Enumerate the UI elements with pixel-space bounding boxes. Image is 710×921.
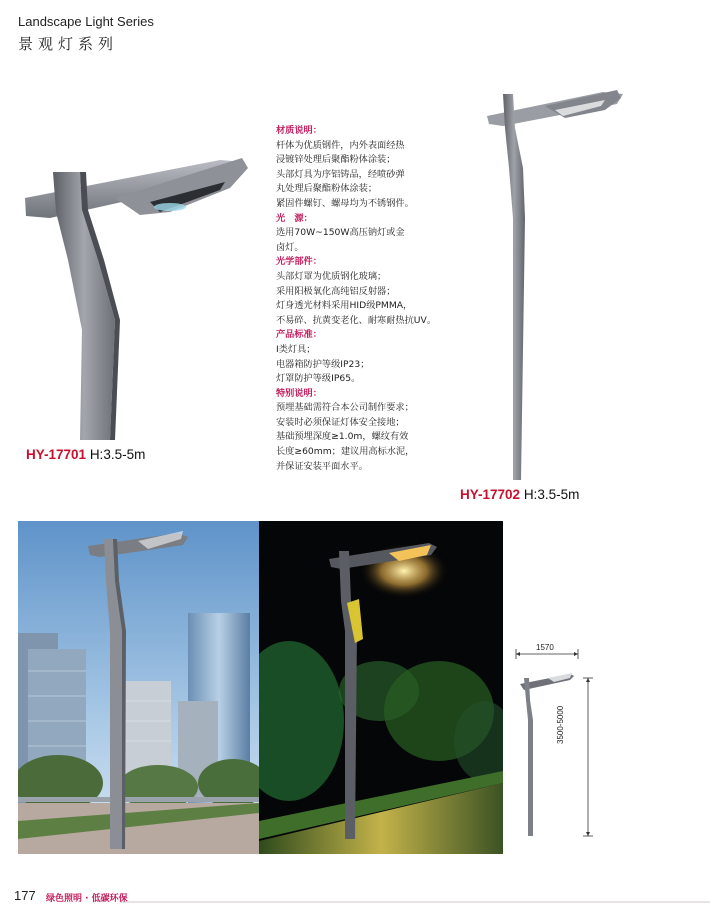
spec-line: 浸镀锌处理后聚酯粉体涂装； [276,154,396,166]
spec-line: 卤灯。 [276,241,304,253]
optics-heading: 光学部件： [276,256,322,268]
nighttime-scene-photo [259,521,503,854]
model-height: H:3.5-5m [89,447,146,462]
spec-line: 基础预埋深度≥1.0m，螺纹有效 [276,431,409,443]
page-number: 177 [14,888,36,903]
series-title-cn: 景观灯系列 [18,35,119,53]
spec-line: 灯身透光材料采用HID级PMMA， [276,300,413,312]
model-height: H:3.5-5m [523,487,580,502]
spec-line: 安装时必须保证灯体安全接地； [276,416,405,428]
spec-line: 长度≥60mm；建议用高标水泥， [276,446,415,458]
spec-line: 灯罩防护等级IP65。 [276,373,361,385]
spec-line: 电器箱防护等级IP23； [276,358,370,370]
spec-line: 头部灯罩为优质钢化玻璃； [276,270,387,282]
spec-text [276,124,476,474]
spec-line: 头部灯具为序铝铸品，经喷砂弹 [276,168,405,180]
standard-heading: 产品标准： [276,329,322,341]
spec-line: 预埋基础需符合本公司制作要求； [276,402,414,414]
spec-line: 不易碎、抗黄变老化、耐寒耐热抗UV。 [276,314,437,326]
source-heading: 光 源： [276,212,313,224]
lamp-17701-image [20,150,250,440]
daytime-scene-photo [18,521,259,854]
spec-line: Ⅰ类灯具； [276,343,316,355]
model-label-17701 [26,447,145,462]
lamp-17702-image [485,88,625,480]
notes-heading: 特别说明： [276,387,322,399]
series-title-en: Landscape Light Series [18,14,154,29]
model-label-17702 [460,487,579,502]
spec-line: 采用阳极氧化高纯铝反射器； [276,285,396,297]
model-code: HY-17701 [26,447,87,462]
spec-line: 并保证安装平面水平。 [276,460,368,472]
footer-tagline: 绿色照明 · 低碳环保 [46,894,128,904]
material-heading: 材质说明： [276,125,322,136]
spec-line: 丸处理后聚酯粉体涂装； [276,183,378,195]
spec-line: 紧固件螺钉、螺母均为不锈钢件。 [276,197,414,209]
height-dimension-label: 3500-5000 [556,705,565,744]
spec-line: 杆体为优质钢件，内外表面经热 [276,139,405,151]
spec-line: 选用70W~150W高压钠灯或金 [276,227,405,239]
width-dimension-label: 1570 [536,643,554,652]
model-code: HY-17702 [460,487,521,502]
